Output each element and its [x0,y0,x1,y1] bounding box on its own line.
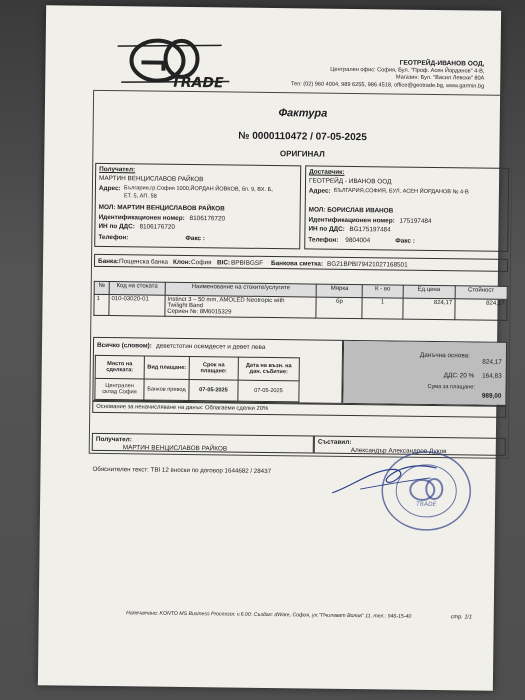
col-unit: Мярка [316,284,362,298]
pay-date-value: 07-05-2025 [238,380,299,402]
words-label: Всичко (словом): [96,341,152,350]
row-code: 010-03020-01 [109,295,165,317]
pay-type-value: Банков превод [144,379,189,401]
branch-label: Клон: [172,258,191,267]
row-price: 824,17 [402,298,454,320]
col-name: Наименование на стоките/услугите [165,282,317,297]
company-name: ГЕОТРЕЙД-ИВАНОВ ООД, [399,59,485,68]
bank-value: Пощенска банка [119,258,169,266]
sig-composer-label: Съставил: [317,438,352,447]
supplier-vat-label: ИН по ДДС: [308,225,345,233]
company-contacts: Тел: (02) 960 4004, 989 6255, 986 4518, office@geotrade.bg, www.garmin.bg [290,81,485,90]
supplier-name: ГЕОТРЕЙД - ИВАНОВ ООД [309,177,392,186]
bank-row [94,254,508,272]
pay-place-label: Място на сделката: [95,355,144,379]
supplier-mol: МОЛ: БОРИСЛАВ ИВАНОВ [308,206,394,215]
row-serial: Сериен №: 8M6015329 [167,308,232,316]
pay-total-value: 989,00 [481,392,502,400]
supplier-address: БЪЛГАРИЯ,СОФИЯ, БУЛ. АСЕН ЙОРДАНОВ № 4-В [333,187,469,196]
supplier-id-label: Идентификационен номер: [308,216,395,225]
vat-basis: Основание за неначисляване на данък: Облагаеми сделки 20% [96,403,269,412]
totals-amounts-box [342,340,507,406]
words-value: деветстотин осемдесет и девет лева [155,342,266,351]
base-label: Данъчна основа: [419,351,471,360]
page-number: стр. 1/1 [450,614,473,621]
recipient-address-1: България,гр.София 1000,ЙОРДАН ЙОВКОВ, бл. 9, ВХ. Б, [123,185,273,194]
base-value: 824,17 [482,358,502,366]
vat-value: 164,83 [482,372,502,380]
vat-rate: 20 % [459,372,475,380]
recipient-box [94,163,301,250]
payment-values-row [95,378,299,401]
sig-recipient-name: МАРТИН ВЕНЦИСЛАВОВ РАЙКОВ [122,444,228,453]
recipient-id-value: 8106176720 [189,215,226,223]
pay-term-label: Срок на плащане: [189,357,238,381]
row-value: 824,17 [455,299,508,321]
recipient-mol: МОЛ: МАРТИН ВЕНЦИСЛАВОВ РАЙКОВ [98,203,225,213]
bank-label: Банка: [98,257,119,266]
account-value: BG21BPBI79421027168501 [326,260,408,269]
payment-header-row [95,355,299,380]
sig-recipient-label: Получател: [95,435,132,444]
supplier-fax-label: Факс : [395,237,415,245]
company-office: Централен офис: София, Бул. "Проф. Асен Йорданов" 4-В, [330,66,485,75]
vat-label: ДДС: [443,372,459,380]
svg-text:TRADE: TRADE [416,500,437,509]
row-name-line-2: Twilight Band [167,302,204,310]
supplier-vat-value: BG175197484 [349,225,391,234]
pay-total-label: Сума за плащане: [427,383,475,391]
recipient-vat-value: 8106176720 [139,223,176,231]
bic-value: BPBIBGSF [230,259,264,267]
explanatory-note: Обяснителен текст: TBI 12 вноски по договор 1644682 / 28437 [92,465,272,476]
svg-text:TRADE: TRADE [171,74,224,92]
table-row [94,294,507,320]
row-name-line-1: Instinct 3 – 50 mm, AMOLED Neotropic with [167,296,285,305]
supplier-box [304,165,509,251]
col-qty: К - во [363,285,403,298]
invoice-number: № 0000110472 / 07-05-2025 [238,130,367,144]
supplier-address-label: Адрес: [308,187,331,195]
pay-term-value: 07-05-2025 [189,380,238,402]
supplier-id-value: 175197484 [399,217,432,225]
row-qty: 1 [362,298,402,319]
supplier-phone-label: Телефон: [308,236,339,244]
col-code: Код на стоката [109,282,165,296]
recipient-vat-label: ИН по ДДС: [98,222,135,231]
invoice-frame [89,90,513,459]
sig-composer-name: Александър Александров Дуков [350,447,447,456]
recipient-heading: Получател: [99,165,136,174]
col-num: № [94,281,109,294]
pay-place-value: Централен склад София [95,378,144,400]
recipient-signature-box [92,433,314,454]
col-value: Стойност [455,286,507,300]
copy-label: ОРИГИНАЛ [279,149,325,159]
doc-title: Фактура [278,107,328,120]
handwritten-signature [330,459,440,500]
recipient-name: МАРТИН ВЕНЦИСЛАВОВ РАЙКОВ [99,174,204,184]
col-price: Ед.цена [403,285,455,299]
company-shop: Магазин: Бул. "Васил Левски" 80А [395,74,485,82]
payment-table [94,355,300,403]
branch-value: София [190,259,212,267]
row-name [165,295,317,318]
row-unit: бр [316,297,362,319]
recipient-fax-label: Факс : [185,234,205,243]
pay-type-label: Вид плащане: [144,356,189,380]
invoice-paper [38,5,505,691]
recipient-address-label: Адрес: [98,184,121,193]
account-label: Банкова сметка: [270,260,324,268]
supplier-heading: Доставчик: [309,168,345,176]
pay-date-label: Дата на възн. на дан. събитие: [238,357,299,381]
company-header [214,57,484,91]
recipient-id-label: Идентификационен номер: [98,213,185,222]
print-footer: Напечатано: KONTO MS Business Processor, v.6.00; Създал: dWare, София, ул."Пчилават Волов" 11, тел.: 946-15-40 [126,610,412,620]
bic-label: BIC: [216,259,231,267]
row-num: 1 [94,294,109,315]
supplier-phone-value: 9804004 [345,236,371,245]
items-table [93,281,507,321]
recipient-address-2: ЕТ. 5, АП. 58 [123,193,157,200]
recipient-phone-label: Телефон: [98,233,129,242]
